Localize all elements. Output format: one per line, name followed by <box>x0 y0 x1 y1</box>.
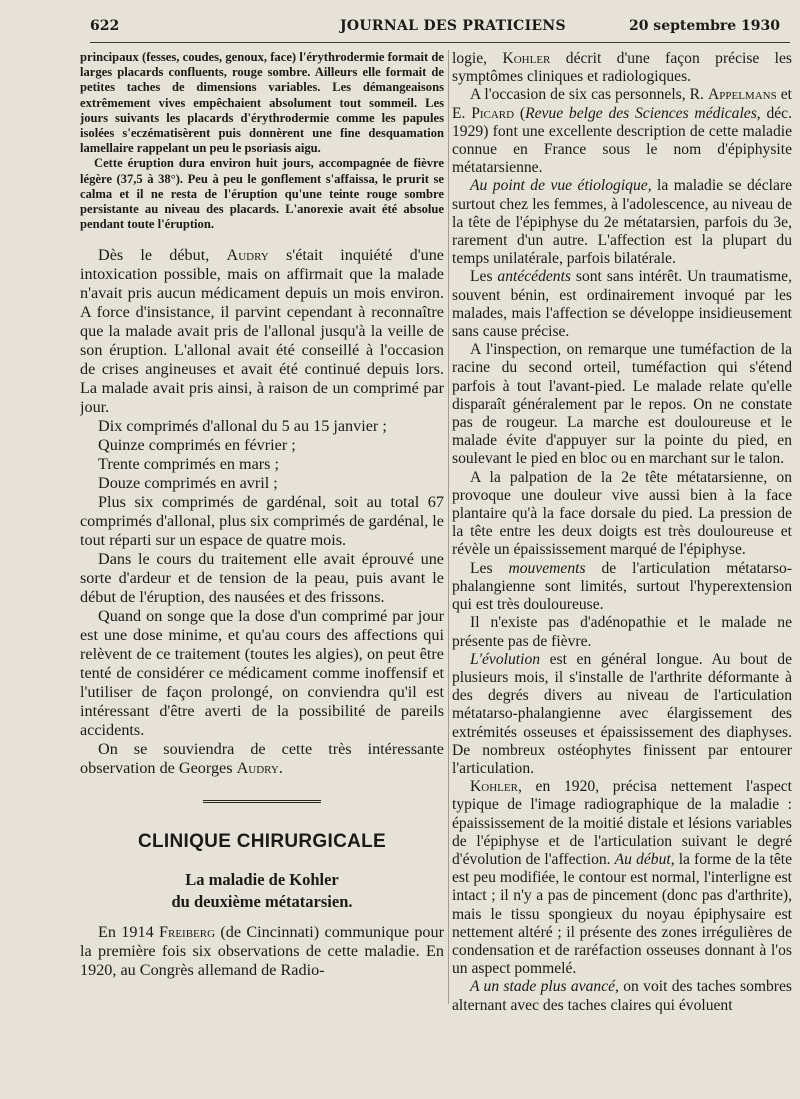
paragraph: A un stade plus avancé, on voit des taches sombres alternant avec des taches claires qui évoluent <box>452 978 792 1014</box>
italic-lead: Au point de vue étiologique, <box>470 177 652 195</box>
author-name: Kohler <box>502 50 551 67</box>
italic-lead: L'évolution <box>470 650 541 668</box>
issue-date: 20 septembre 1930 <box>628 18 780 34</box>
list-item: Douze comprimés en avril ; <box>98 474 278 493</box>
paragraph: A l'inspection, on remarque une tuméfaction de la racine du second orteil, tuméfaction qui s'étend parfois à tout l'avant-pied. Le malade relate qu'elle disparaît généralement par le repos. On ne constate pas de rougeur. La marche est douloureuse et le malade évite d'appuyer sur la pointe du pied, en soulevant le pied en bloc ou en marchant sur le talon. <box>452 341 792 468</box>
page-header <box>90 14 790 43</box>
journal-reference: Revue belge des Sciences médicales <box>525 104 757 122</box>
author-name: Audry <box>236 759 279 778</box>
paragraph: Il n'existe pas d'adénopathie et le malade ne présente pas de fièvre. <box>452 614 792 650</box>
author-name: Kohler <box>470 778 518 796</box>
small-paragraph: Cette éruption dura environ huit jours, accompagnée de fièvre légère (37,5 à 38°). Peu à peu le gonflement s'affaissa, le prurit se calma et il ne resta de l'éruption qu'une teinte rouge sombre persistante au niveau des placards. L'anorexie avait été absolue pendant toute l'éruption. <box>80 156 444 232</box>
list-item: Quinze comprimés en février ; <box>98 436 296 455</box>
author-name: Audry <box>226 246 269 265</box>
paragraph: Kohler, en 1920, précisa nettement l'aspect typique de l'image radiographique de la maladie : épaississement de la moitié distale et lésions variables de l'épiphyse et de l'articulation suivant le degré d'évolution de l'affection. Au début, la forme de la tête est peu modifiée, le contour est normal, l'interligne est intact ; il n'y a pas de pincement (donc pas d'arthrite), mais le tissu spongieux du noyau épiphysaire est nettement altéré ; il présente des zones irrégulières de condensation et de raréfaction osseuses donnant à l'os un aspect pommelé. <box>452 778 792 978</box>
left-column <box>80 50 444 1091</box>
italic-lead: A un stade plus avancé, <box>470 978 619 996</box>
article-intro <box>80 923 444 980</box>
paragraph: Plus six comprimés de gardénal, soit au total 67 comprimés d'allonal, plus six comprimés de gardénal, le tout réparti sur un espace de quatre mois. <box>80 493 444 550</box>
paragraph: Dès le début, Audry s'était inquiété d'une intoxication possible, mais on affirmait que la malade n'avait pris aucun médicament depuis un mois environ. A force d'insistance, il parvint cependant à reconnaître que la malade avait pris de l'allonal jusqu'à la veille de son éruption. L'allonal avait été conseillé à l'occasion de crises angineuses et avait été continué depuis lors. La malade avait pris ainsi, à raison de un comprimé par jour. <box>80 246 444 417</box>
author-name: Freiberg <box>159 923 216 942</box>
article-title: La maladie de Kohler du deuxième métatarsien. <box>171 870 353 912</box>
paragraph: A la palpation de la 2e tête métatarsienne, on provoque une douleur vive aussi bien à la face plantaire qu'à la face dorsale du pied. La pression de la tête entre les deux doigts est très douloureuse et révèle un épaississement marqué de l'épiphyse. <box>452 468 792 559</box>
italic-lead: antécédents <box>497 268 571 286</box>
left-body-text-2 <box>80 493 444 778</box>
observation-small-print <box>80 50 444 232</box>
paragraph: Quand on songe que la dose d'un comprimé par jour est une dose minime, et qu'au cours des affections qui relèvent de ce traitement (toutes les algies), on peut être tenté de considérer ce médicament comme inoffensif et l'utiliser de façon prolongé, on conviendra qu'il est intéressant d'être averti de la possibilité de pareils accidents. <box>80 607 444 740</box>
paragraph: A l'occasion de six cas personnels, R. Appelmans et E. Picard (Revue belge des Sciences médicales, déc. 1929) font une excellente description de cette maladie connue en France sous le nom d'épiphysite métatarsienne. <box>452 86 792 177</box>
left-body-text <box>80 246 444 417</box>
paragraph: Les antécédents sont sans intérêt. Un traumatisme, souvent bénin, est ordinairement invoqué par les malades, mais l'affection se développe insidieusement sans cause précise. <box>452 268 792 341</box>
paragraph: Dans le cours du traitement elle avait éprouvé une sorte d'ardeur et de tension de la peau, puis avant le début de l'éruption, des nausées et des frissons. <box>80 550 444 607</box>
right-column <box>452 50 792 1091</box>
paragraph: L'évolution est en général longue. Au bout de plusieurs mois, il s'installe de l'arthrite déformante à des degrés divers au niveau de l'articulation métatarso-phalangienne avec élargissement des extrémités osseuses et épaississement des diaphyses. De nombreux ostéophytes finissent par entourer l'articulation. <box>452 650 792 777</box>
page-number: 622 <box>90 18 120 34</box>
journal-title: JOURNAL DES PRATICIENS <box>340 18 566 34</box>
paragraph: Au point de vue étiologique, la maladie se déclare surtout chez les femmes, à l'adolescence, au niveau de la tête de l'épiphyse du 2e métatarsien, parfois du 3e, rarement d'un autre. L'affection est la plupart du temps unilatérale, parfois bilatérale. <box>452 177 792 268</box>
column-divider <box>448 50 449 1004</box>
right-body-text <box>452 50 792 1015</box>
dosage-list <box>80 417 444 493</box>
list-item: Trente comprimés en mars ; <box>98 455 280 474</box>
paragraph: En 1914 Freiberg (de Cincinnati) communique pour la première fois six observations de cette maladie. En 1920, au Congrès allemand de Radio- <box>80 923 444 980</box>
section-title: CLINIQUE CHIRURGICALE <box>137 831 387 853</box>
section-separator <box>203 800 321 805</box>
list-item: Dix comprimés d'allonal du 5 au 15 janvier ; <box>98 417 387 436</box>
author-name: Picard <box>471 104 515 122</box>
small-paragraph: principaux (fesses, coudes, genoux, face) l'érythrodermie formait de larges placards confluents, rouge sombre. Ailleurs elle formait de petites taches de dimensions variables. Les démangeaisons extrêmement vives empêchaient absolument tout sommeil. Les jours suivants les placards d'érythrodermie comme les papules isolées s'eczématisèrent puis donnèrent une fine desquamation lamellaire rappelant un peu le psoriasis aigu. <box>80 50 444 156</box>
italic-lead: Au début, <box>614 850 675 868</box>
author-name: Appelmans <box>707 86 777 104</box>
italic-lead: mouvements <box>508 559 586 577</box>
paragraph: Les mouvements de l'articulation métatarso-phalangienne sont limités, surtout l'hyperextension qui est très douloureuse. <box>452 559 792 614</box>
paragraph: logie, Kohler décrit d'une façon précise les symptômes cliniques et radiologiques. <box>452 50 792 86</box>
paragraph: On se souviendra de cette très intéressante observation de Georges Audry. <box>80 740 444 778</box>
